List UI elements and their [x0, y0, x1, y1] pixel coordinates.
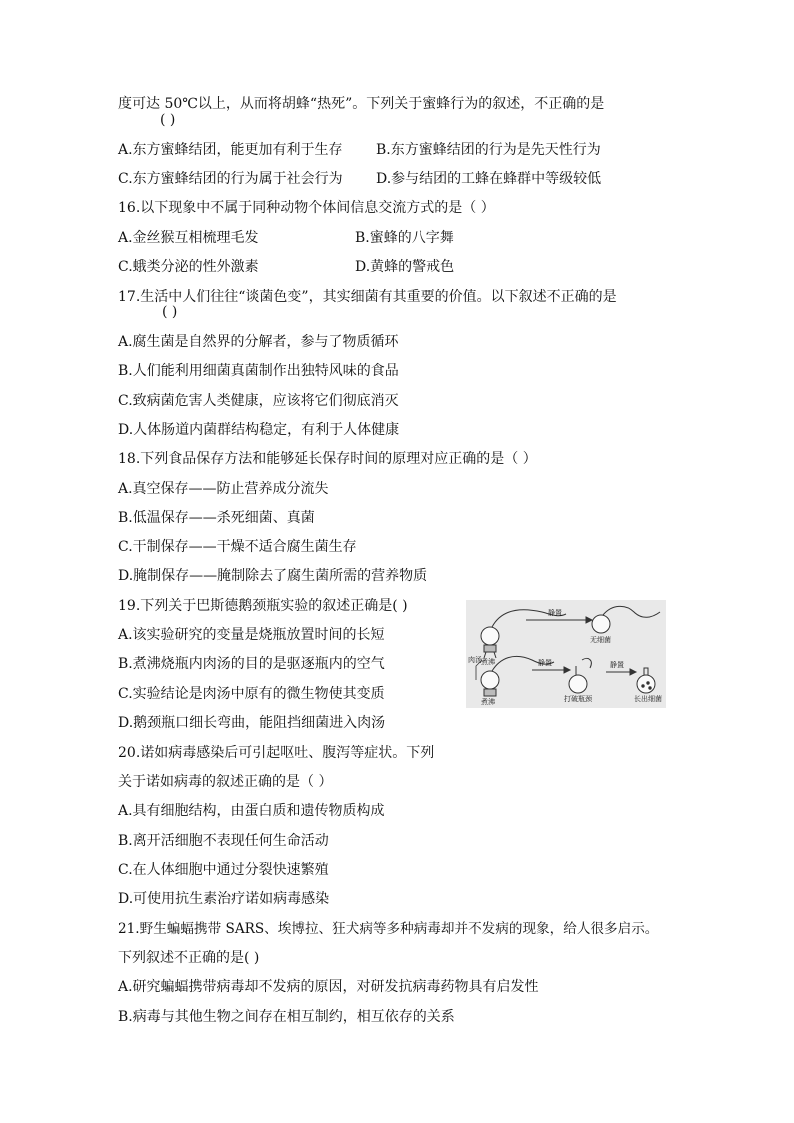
q21-option-a: A.研究蝙蝠携带病毒却不发病的原因，对研发抗病毒药物具有启发性: [118, 979, 539, 995]
boil-label-bottom: 煮沸: [481, 698, 495, 706]
no-bacteria-label: 无细菌: [590, 636, 611, 644]
q15-answer-paren: ( ): [160, 112, 176, 128]
q15-option-b: B.东方蜜蜂结团的行为是先天性行为: [376, 142, 601, 158]
broth-label: 肉汤: [468, 656, 482, 664]
q19-option-d: D.鹅颈瓶口细长弯曲，能阻挡细菌进入肉汤: [118, 715, 386, 731]
swan-neck-flask-figure: [466, 600, 666, 708]
q20-option-c: C.在人体细胞中通过分裂快速繁殖: [118, 862, 329, 878]
q15-option-c: C.东方蜜蜂结团的行为属于社会行为: [118, 171, 343, 187]
q21-option-b: B.病毒与其他生物之间存在相互制约，相互依存的关系: [118, 1009, 455, 1025]
q15-stem-tail: 度可达 50℃以上，从而将胡蜂“热死”。下列关于蜜蜂行为的叙述，不正确的是: [118, 96, 605, 112]
q18-option-a: A.真空保存——防止营养成分流失: [118, 481, 329, 497]
q17-option-d: D.人体肠道内菌群结构稳定，有利于人体健康: [118, 422, 400, 438]
q18-option-d: D.腌制保存——腌制除去了腐生菌所需的营养物质: [118, 568, 428, 584]
q16-option-b: B.蜜蜂的八字舞: [355, 230, 454, 246]
boil-label-top: 煮沸: [481, 658, 495, 666]
q20-option-a: A.具有细胞结构，由蛋白质和遗传物质构成: [118, 803, 385, 819]
q21-stem-line2: 下列叙述不正确的是( ): [118, 950, 260, 966]
q19-option-b: B.煮沸烧瓶内肉汤的目的是驱逐瓶内的空气: [118, 656, 385, 672]
q16-option-a: A.金丝猴互相梳理毛发: [118, 230, 259, 246]
still-label-3: 静置: [610, 661, 624, 669]
q18-stem: 18.下列食品保存方法和能够延长保存时间的原理对应正确的是（ ）: [118, 451, 537, 467]
q16-stem: 16.以下现象中不属于同种动物个体间信息交流方式的是（ ）: [118, 200, 495, 216]
q18-option-b: B.低温保存——杀死细菌、真菌: [118, 510, 315, 526]
q19-stem: 19.下列关于巴斯德鹅颈瓶实验的叙述正确是( ): [118, 598, 408, 614]
q18-option-c: C.干制保存——干燥不适合腐生菌生存: [118, 539, 357, 555]
q21-stem-line1: 21.野生蝙蝠携带 SARS、埃博拉、狂犬病等多种病毒却并不发病的现象，给人很多启示。: [118, 921, 659, 937]
q20-option-b: B.离开活细胞不表现任何生命活动: [118, 833, 329, 849]
q17-option-c: C.致病菌危害人类健康，应该将它们彻底消灭: [118, 393, 399, 409]
q19-option-a: A.该实验研究的变量是烧瓶放置时间的长短: [118, 627, 385, 643]
q17-option-a: A.腐生菌是自然界的分解者，参与了物质循环: [118, 334, 399, 350]
q17-option-b: B.人们能利用细菌真菌制作出独特风味的食品: [118, 363, 399, 379]
q20-stem-line2: 关于诺如病毒的叙述正确的是（ ）: [118, 774, 333, 790]
q20-stem-line1: 20.诺如病毒感染后可引起呕吐、腹泻等症状。下列: [118, 745, 435, 761]
q15-option-d: D.参与结团的工蜂在蜂群中等级较低: [376, 171, 602, 187]
break-neck-label: 打破瓶颈: [564, 695, 592, 703]
still-label-1: 静置: [548, 609, 562, 617]
q15-option-a: A.东方蜜蜂结团，能更加有利于生存: [118, 142, 343, 158]
q16-option-d: D.黄蜂的警戒色: [355, 259, 455, 275]
q17-answer-paren: ( ): [162, 304, 178, 320]
q19-option-c: C.实验结论是肉汤中原有的微生物使其变质: [118, 686, 385, 702]
q17-stem: 17.生活中人们往往“谈菌色变”，其实细菌有其重要的价值。以下叙述不正确的是: [118, 289, 617, 305]
still-label-2: 静置: [538, 659, 552, 667]
q16-option-c: C.蛾类分泌的性外激素: [118, 259, 259, 275]
bacteria-grow-label: 长出细菌: [634, 695, 662, 703]
q20-option-d: D.可使用抗生素治疗诺如病毒感染: [118, 891, 330, 907]
